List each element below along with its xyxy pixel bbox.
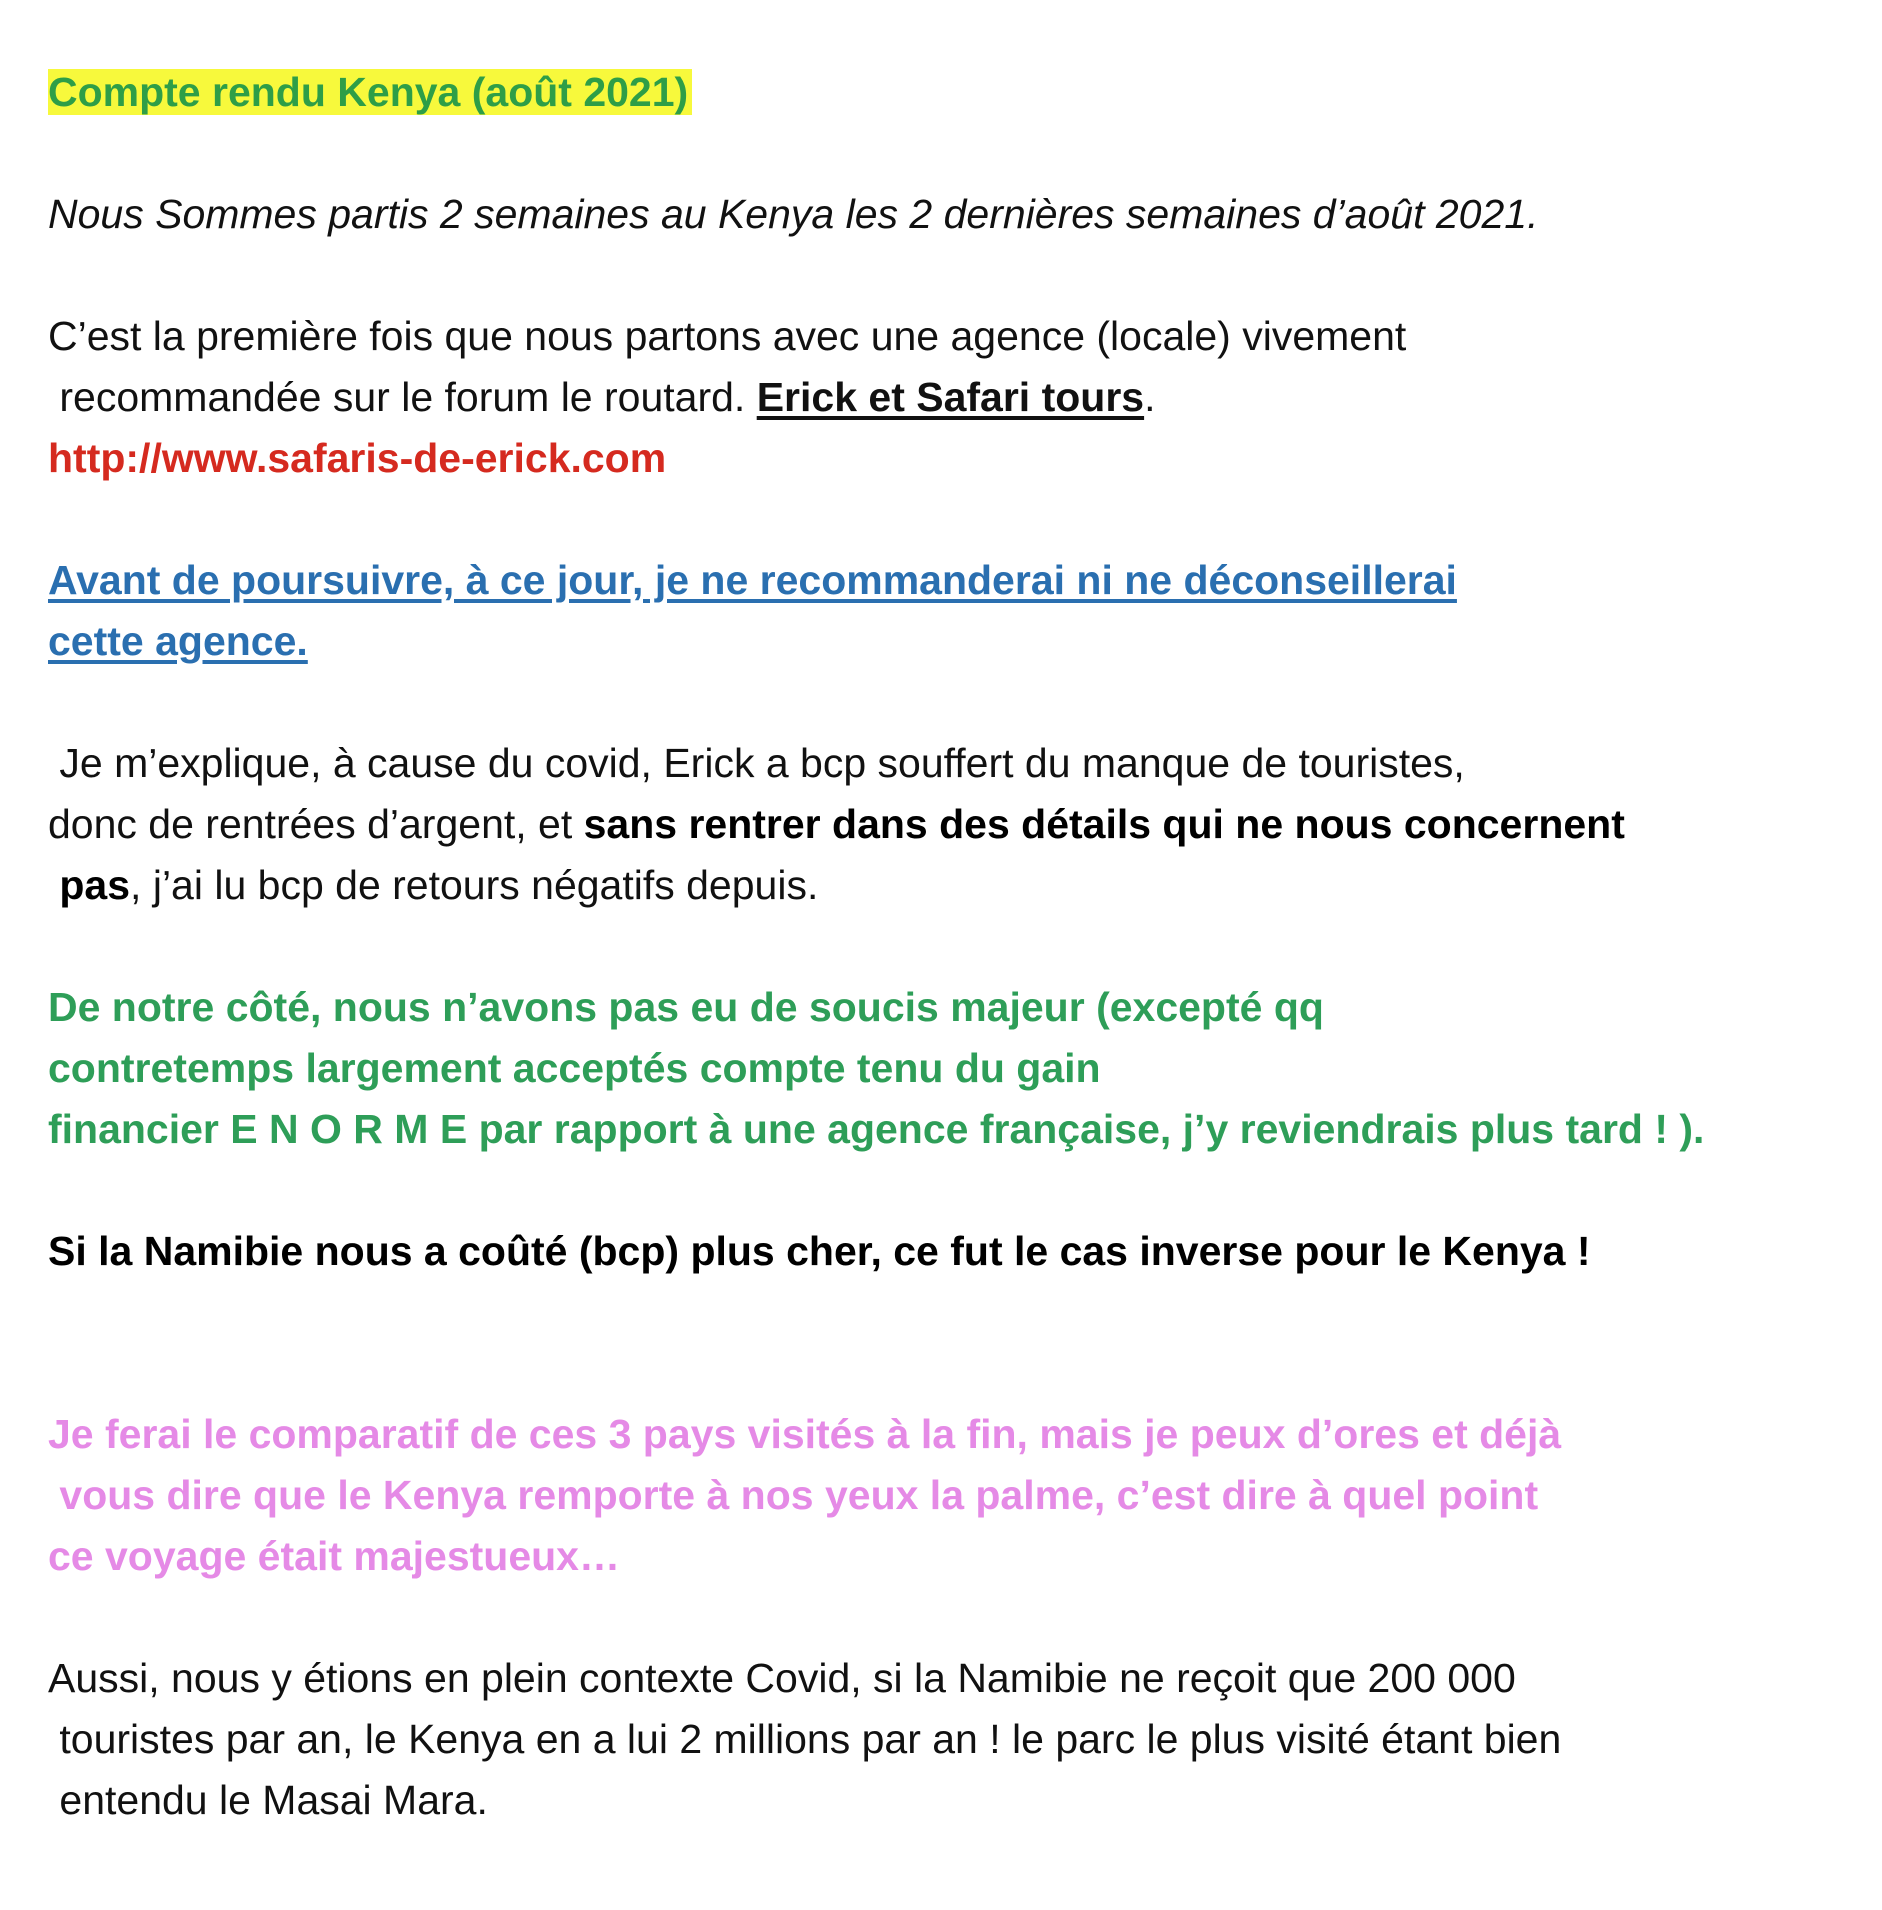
- spacer: [48, 489, 1842, 550]
- spacer: [48, 1282, 1842, 1404]
- explanation-line-3-suffix: , j’ai lu bcp de retours négatifs depuis.: [130, 862, 819, 908]
- agency-name: Erick et Safari tours: [756, 374, 1145, 420]
- closing-line-3: entendu le Masai Mara.: [48, 1777, 488, 1823]
- explanation-line-2-prefix: donc de rentrées d’argent, et: [48, 801, 584, 847]
- pink-line-3: ce voyage était majestueux…: [48, 1533, 620, 1579]
- namibia-line: Si la Namibie nous a coûté (bcp) plus cher, ce fut le cas inverse pour le Kenya !: [48, 1228, 1591, 1274]
- spacer: [48, 1587, 1842, 1648]
- green-line-3: financier E N O R M E par rapport à une agence française, j’y reviendrais plus tard ! ).: [48, 1106, 1705, 1152]
- green-line-2: contretemps largement acceptés compte tenu du gain: [48, 1045, 1101, 1091]
- explanation-line-2: [48, 794, 1842, 855]
- closing-line-1: Aussi, nous y étions en plein contexte Covid, si la Namibie ne reçoit que 200 000: [48, 1655, 1516, 1701]
- agency-line-2-prefix: recommandée sur le forum le routard.: [48, 374, 757, 420]
- document-title: Compte rendu Kenya (août 2021): [48, 69, 692, 115]
- green-line-1: De notre côté, nous n’avons pas eu de soucis majeur (excepté qq: [48, 984, 1324, 1030]
- explanation-line-1: Je m’explique, à cause du covid, Erick a bcp souffert du manque de touristes,: [48, 740, 1465, 786]
- agency-line-2-suffix: .: [1144, 374, 1156, 420]
- spacer: [48, 1160, 1842, 1221]
- agency-url[interactable]: http://www.safaris-de-erick.com: [48, 435, 667, 481]
- spacer: [48, 672, 1842, 733]
- agency-line-2: [48, 367, 1842, 428]
- explanation-line-3-bold: pas: [48, 862, 131, 908]
- title-line: [48, 62, 1842, 123]
- notice-line-2: cette agence.: [48, 618, 308, 664]
- explanation-line-2-bold: sans rentrer dans des détails qui ne nous concernent: [583, 801, 1625, 847]
- spacer: [48, 916, 1842, 977]
- spacer: [48, 245, 1842, 306]
- intro-text: Nous Sommes partis 2 semaines au Kenya les 2 dernières semaines d’août 2021.: [48, 191, 1539, 237]
- pink-line-2: vous dire que le Kenya remporte à nos yeux la palme, c’est dire à quel point: [48, 1472, 1539, 1518]
- closing-line-2: touristes par an, le Kenya en a lui 2 millions par an ! le parc le plus visité étant bien: [48, 1716, 1562, 1762]
- spacer: [48, 123, 1842, 184]
- pink-line-1: Je ferai le comparatif de ces 3 pays visités à la fin, mais je peux d’ores et déjà: [48, 1411, 1562, 1457]
- agency-line-1: C’est la première fois que nous partons avec une agence (locale) vivement: [48, 313, 1407, 359]
- notice-line-1: Avant de poursuivre, à ce jour, je ne recommanderai ni ne déconseillerai: [48, 557, 1457, 603]
- explanation-line-3: [48, 855, 1842, 916]
